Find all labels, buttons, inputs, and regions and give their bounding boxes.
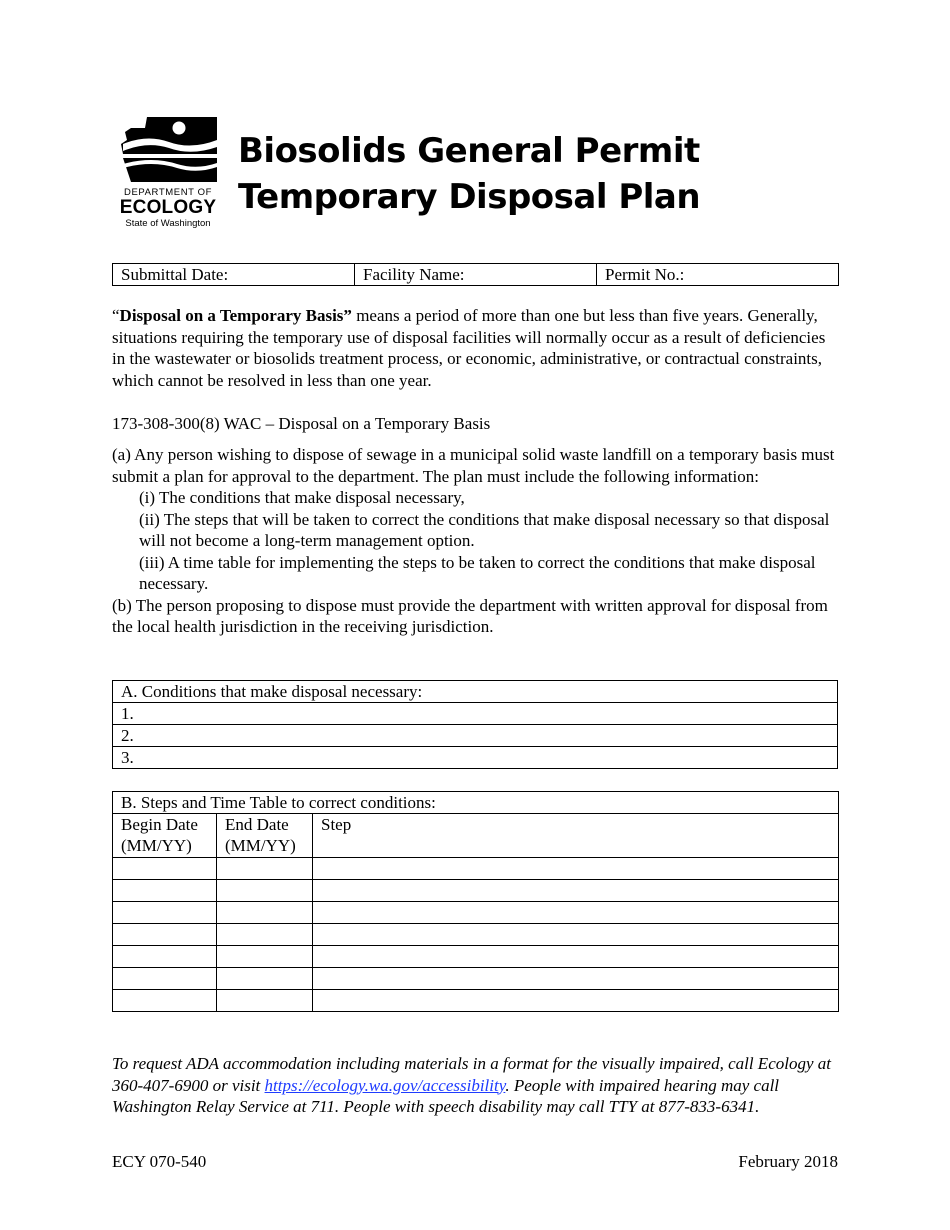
ecology-logo: [117, 114, 219, 232]
table-row: [113, 990, 839, 1012]
ada-text-2: . People with impaired hearing may call Washington Relay Service at 711. People with speech disability may call TTY at 877-833-6341.: [112, 1075, 780, 1116]
title-line-2: Temporary Disposal Plan: [238, 177, 701, 217]
form-date: February 2018: [738, 1152, 838, 1171]
wac-item-a-iii: (iii) A time table for implementing the steps to be taken to correct the conditions that make disposal necessary.: [139, 552, 816, 593]
begin-date-cell[interactable]: [113, 968, 217, 990]
col-begin-date-line-1: Begin Date: [121, 815, 198, 834]
steps-heading: B. Steps and Time Table to correct conditions:: [113, 792, 839, 814]
table-row: [113, 858, 839, 880]
definition-term: Disposal on a Temporary Basis”: [119, 306, 352, 325]
step-cell[interactable]: [313, 946, 839, 968]
end-date-cell[interactable]: [217, 880, 313, 902]
col-end-date-line-1: End Date: [225, 815, 289, 834]
step-cell[interactable]: [313, 924, 839, 946]
end-date-cell[interactable]: [217, 924, 313, 946]
end-date-cell[interactable]: [217, 858, 313, 880]
table-row: [113, 880, 839, 902]
step-cell[interactable]: [313, 858, 839, 880]
condition-row-1[interactable]: 1.: [113, 703, 838, 725]
wac-item-a: (a) Any person wishing to dispose of sewage in a municipal solid waste landfill on a temporary basis must submit a plan for approval to the department. The plan must include the following information:: [112, 445, 835, 486]
facility-name-field[interactable]: Facility Name:: [355, 264, 597, 286]
step-cell[interactable]: [313, 880, 839, 902]
steps-timetable-table: [112, 791, 839, 1012]
wac-item-a-ii: (ii) The steps that will be taken to correct the conditions that make disposal necessary so that disposal will not become a long-term management option.: [139, 509, 830, 550]
table-row: [113, 924, 839, 946]
ada-text-1: To request ADA accommodation including materials in a format for the visually impaired, call Ecology at 360-407-6900 or visit: [112, 1054, 831, 1095]
end-date-cell[interactable]: [217, 902, 313, 924]
wac-item-b: (b) The person proposing to dispose must provide the department with written approval for disposal from the local health jurisdiction in the receiving jurisdiction.: [112, 595, 828, 636]
logo-department-text: DEPARTMENT OF: [123, 187, 213, 198]
table-row: [113, 946, 839, 968]
begin-date-cell[interactable]: [113, 880, 217, 902]
condition-row-2[interactable]: 2.: [113, 725, 838, 747]
begin-date-cell[interactable]: [113, 902, 217, 924]
col-begin-date-line-2: (MM/YY): [121, 836, 192, 855]
washington-state-ecology-logo-icon: [117, 114, 219, 186]
conditions-table: [112, 680, 838, 769]
form-number: ECY 070-540: [112, 1152, 207, 1171]
wac-heading: 173-308-300(8) WAC – Disposal on a Temporary Basis: [112, 414, 491, 433]
begin-date-cell[interactable]: [113, 946, 217, 968]
step-cell[interactable]: [313, 990, 839, 1012]
begin-date-cell[interactable]: [113, 990, 217, 1012]
logo-state-text: State of Washington: [125, 218, 211, 229]
table-row: [113, 902, 839, 924]
end-date-cell[interactable]: [217, 990, 313, 1012]
conditions-heading: A. Conditions that make disposal necessary:: [113, 681, 838, 703]
accessibility-link[interactable]: https://ecology.wa.gov/accessibility: [264, 1075, 506, 1095]
step-cell[interactable]: [313, 968, 839, 990]
condition-row-3[interactable]: 3.: [113, 747, 838, 769]
col-end-date-line-2: (MM/YY): [225, 836, 296, 855]
wac-rule-text: [112, 444, 838, 638]
definition-text: means a period of more than one but less than five years. Generally, situations requiring the temporary use of disposal facilities will normally occur as a result of deficiencies in the wastewater or biosolids treatment process, or economic, administrative, or contractual constraints, which cannot be resolved in less than one year.: [112, 306, 826, 390]
definition-paragraph: [112, 305, 838, 391]
submittal-date-field[interactable]: Submittal Date:: [113, 264, 355, 286]
col-step: Step: [313, 814, 839, 858]
permit-no-field[interactable]: Permit No.:: [597, 264, 839, 286]
wac-item-a-i: (i) The conditions that make disposal necessary,: [139, 488, 465, 507]
page-title: [238, 128, 700, 220]
end-date-cell[interactable]: [217, 968, 313, 990]
ada-notice: [112, 1053, 852, 1118]
begin-date-cell[interactable]: [113, 924, 217, 946]
end-date-cell[interactable]: [217, 946, 313, 968]
logo-ecology-text: ECOLOGY: [119, 197, 217, 218]
definition-open-quote: “: [112, 306, 120, 325]
header-fields-table: [112, 263, 839, 286]
begin-date-cell[interactable]: [113, 858, 217, 880]
step-cell[interactable]: [313, 902, 839, 924]
title-line-1: Biosolids General Permit: [238, 131, 700, 171]
table-row: [113, 968, 839, 990]
col-begin-date: [113, 814, 217, 858]
col-end-date: [217, 814, 313, 858]
